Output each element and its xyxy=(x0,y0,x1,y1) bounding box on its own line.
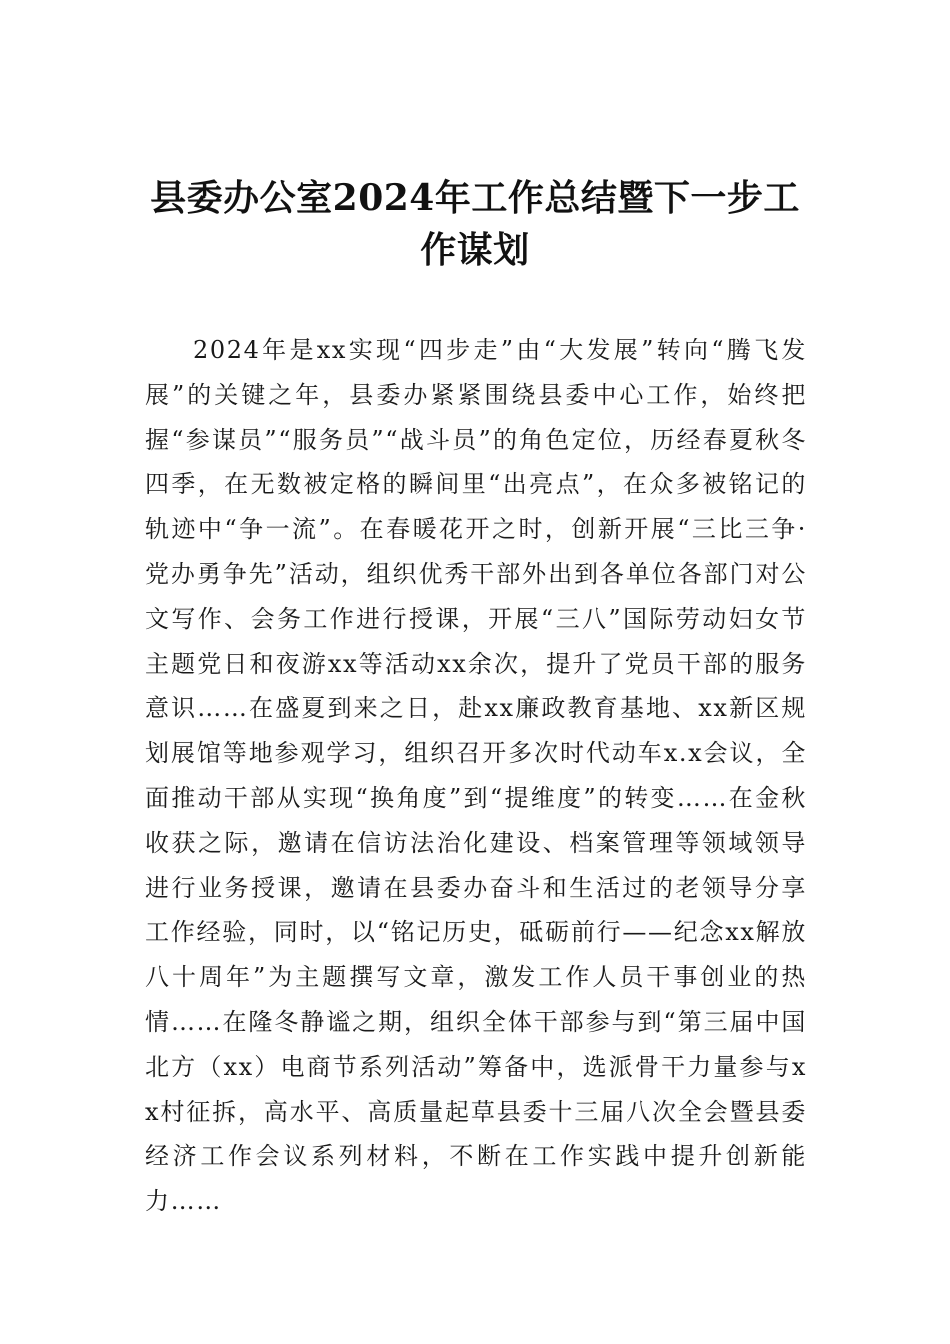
body-paragraph: 2024年是xx实现“四步走”由“大发展”转向“腾飞发展”的关键之年，县委办紧紧围绕县委中心工作，始终把握“参谋员”“服务员”“战斗员”的角色定位，历经春夏秋冬四季，在无数被定格的瞬间里“出亮点”，在众多被铭记的轨迹中“争一流”。在春暖花开之时，创新开展“三比三争·党办勇争先”活动，组织优秀干部外出到各单位各部门对公文写作、会务工作进行授课，开展“三八”国际劳动妇女节主题党日和夜游xx等活动xx余次，提升了党员干部的服务意识……在盛夏到来之日，赴xx廉政教育基地、xx新区规划展馆等地参观学习，组织召开多次时代动车x.x会议，全面推动干部从实现“换角度”到“提维度”的转变……在金秋收获之际，邀请在信访法治化建设、档案管理等领域领导进行业务授课，邀请在县委办奋斗和生活过的老领导分享工作经验，同时，以“铭记历史，砥砺前行——纪念xx解放八十周年”为主题撰写文章，激发工作人员干事创业的热情……在隆冬静谧之期，组织全体干部参与到“第三届中国北方（xx）电商节系列活动”筹备中，选派骨干力量参与xx村征拆，高水平、高质量起草县委十三届八次全会暨县委经济工作会议系列材料，不断在工作实践中提升创新能力…… xyxy=(145,336,807,1216)
document-title: 县委办公室2024年工作总结暨下一步工作谋划 xyxy=(150,177,800,271)
